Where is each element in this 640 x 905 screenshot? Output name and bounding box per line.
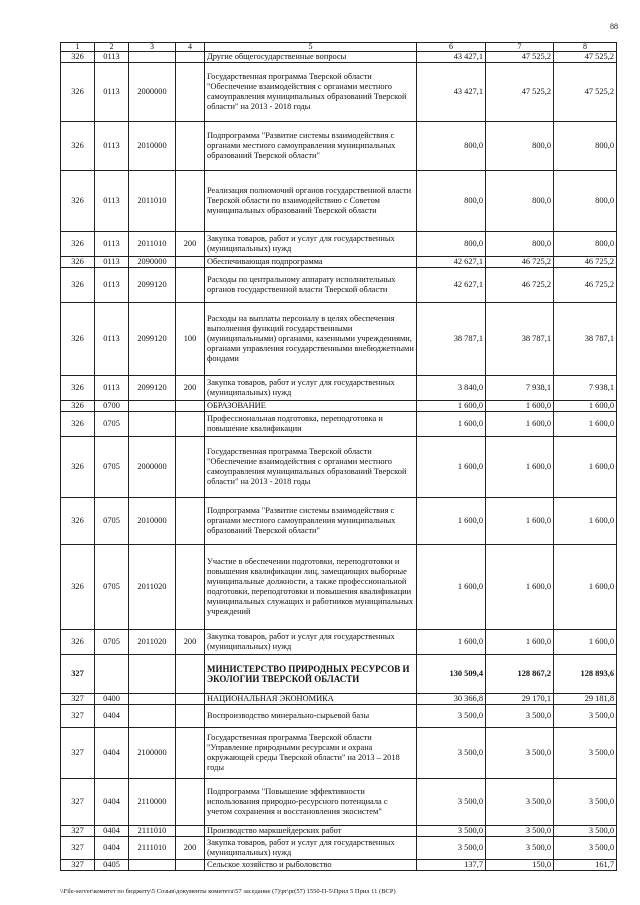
amount-col7-cell: 47 525,2 [486,63,554,122]
table-row [61,412,617,437]
section-code-cell: 0705 [95,630,129,655]
item-name-cell: Расходы на выплаты персоналу в целях обеспечения выполнения функций государственными (муниципальными) органами, казенными учреждениями, органами управления государственными внебюджетными фондами [205,303,417,376]
expense-type-cell [176,437,205,498]
expense-type-cell [176,268,205,303]
amount-col7-cell: 1 600,0 [486,401,554,412]
ministry-code-cell: 326 [61,498,95,545]
item-name-cell: МИНИСТЕРСТВО ПРИРОДНЫХ РЕСУРСОВ И ЭКОЛОГИИ ТВЕРСКОЙ ОБЛАСТИ [205,655,417,694]
amount-col8-cell: 800,0 [554,171,617,232]
table-row [61,52,617,63]
amount-col6-cell: 43 427,1 [417,63,486,122]
target-article-cell: 2011010 [129,171,176,232]
amount-col8-cell: 1 600,0 [554,630,617,655]
table-row [61,122,617,171]
ministry-code-cell: 326 [61,122,95,171]
amount-col7-cell: 3 500,0 [486,837,554,860]
item-name-cell: Подпрограмма "Развитие системы взаимодействия с органами местного самоуправления муниципальных образований Тверской области" [205,122,417,171]
amount-col8-cell: 46 725,2 [554,257,617,268]
section-code-cell [95,655,129,694]
section-code-cell: 0705 [95,412,129,437]
table-row [61,257,617,268]
section-code-cell: 0113 [95,376,129,401]
amount-col7-cell: 29 170,1 [486,694,554,705]
item-name-cell: Другие общегосударственные вопросы [205,52,417,63]
amount-col6-cell: 3 840,0 [417,376,486,401]
ministry-code-cell: 326 [61,268,95,303]
expense-type-cell: 200 [176,630,205,655]
amount-col6-cell: 800,0 [417,232,486,257]
table-row [61,303,617,376]
amount-col7-cell: 1 600,0 [486,545,554,630]
ministry-code-cell: 326 [61,303,95,376]
expense-type-cell: 200 [176,376,205,401]
table-row [61,694,617,705]
item-name-cell: Производство маркшейдерских работ [205,826,417,837]
ministry-code-cell: 327 [61,826,95,837]
table-row [61,728,617,779]
ministry-code-cell: 326 [61,171,95,232]
amount-col6-cell: 1 600,0 [417,498,486,545]
table-row [61,860,617,871]
amount-col8-cell: 3 500,0 [554,837,617,860]
expense-type-cell [176,52,205,63]
table-row [61,545,617,630]
section-code-cell: 0405 [95,860,129,871]
item-name-cell: Государственная программа Тверской области "Управление природными ресурсами и охрана окружающей среды Тверской области" на 2013 – 2018 годы [205,728,417,779]
table-row [61,655,617,694]
item-name-cell: Закупка товаров, работ и услуг для государственных (муниципальных) нужд [205,376,417,401]
expense-type-cell [176,694,205,705]
target-article-cell: 2111010 [129,837,176,860]
ministry-code-cell: 326 [61,545,95,630]
amount-col8-cell: 1 600,0 [554,545,617,630]
item-name-cell: ОБРАЗОВАНИЕ [205,401,417,412]
section-code-cell: 0705 [95,498,129,545]
item-name-cell: Закупка товаров, работ и услуг для государственных (муниципальных) нужд [205,232,417,257]
amount-col7-cell: 38 787,1 [486,303,554,376]
target-article-cell: 2011010 [129,232,176,257]
ministry-code-cell: 326 [61,257,95,268]
amount-col8-cell: 1 600,0 [554,412,617,437]
amount-col6-cell: 1 600,0 [417,630,486,655]
header-row [61,43,617,52]
amount-col8-cell: 1 600,0 [554,401,617,412]
expense-type-cell [176,122,205,171]
target-article-cell: 2010000 [129,498,176,545]
table-row [61,268,617,303]
section-code-cell: 0113 [95,268,129,303]
amount-col7-cell: 800,0 [486,122,554,171]
header-cell: 2 [95,43,129,52]
table-row [61,779,617,826]
item-name-cell: Закупка товаров, работ и услуг для государственных (муниципальных) нужд [205,837,417,860]
ministry-code-cell: 326 [61,63,95,122]
ministry-code-cell: 327 [61,837,95,860]
header-cell: 1 [61,43,95,52]
table-row [61,837,617,860]
ministry-code-cell: 326 [61,630,95,655]
amount-col7-cell: 3 500,0 [486,779,554,826]
amount-col8-cell: 38 787,1 [554,303,617,376]
amount-col8-cell: 3 500,0 [554,826,617,837]
expense-type-cell [176,860,205,871]
amount-col6-cell: 1 600,0 [417,545,486,630]
amount-col8-cell: 7 938,1 [554,376,617,401]
amount-col6-cell: 42 627,1 [417,257,486,268]
amount-col6-cell: 1 600,0 [417,437,486,498]
amount-col6-cell: 137,7 [417,860,486,871]
table-row [61,232,617,257]
target-article-cell: 2000000 [129,63,176,122]
amount-col6-cell: 130 509,4 [417,655,486,694]
ministry-code-cell: 326 [61,437,95,498]
table-row [61,63,617,122]
item-name-cell: Подпрограмма "Развитие системы взаимодействия с органами местного самоуправления муниципальных образований Тверской области" [205,498,417,545]
item-name-cell: Реализация полномочий органов государственной власти Тверской области по взаимодействию с Советом муниципальных образований Тверской области [205,171,417,232]
target-article-cell: 2000000 [129,437,176,498]
amount-col6-cell: 3 500,0 [417,826,486,837]
expense-type-cell [176,826,205,837]
amount-col8-cell: 47 525,2 [554,52,617,63]
amount-col6-cell: 38 787,1 [417,303,486,376]
target-article-cell: 2099120 [129,376,176,401]
table-row [61,401,617,412]
ministry-code-cell: 327 [61,779,95,826]
amount-col7-cell: 3 500,0 [486,826,554,837]
header-cell: 7 [486,43,554,52]
section-code-cell: 0404 [95,837,129,860]
ministry-code-cell: 327 [61,694,95,705]
amount-col8-cell: 1 600,0 [554,498,617,545]
amount-col6-cell: 1 600,0 [417,412,486,437]
target-article-cell: 2011020 [129,545,176,630]
item-name-cell: Воспроизводство минерально-сырьевой базы [205,705,417,728]
section-code-cell: 0404 [95,826,129,837]
item-name-cell: Профессиональная подготовка, переподготовка и повышение квалификации [205,412,417,437]
header-cell: 3 [129,43,176,52]
amount-col6-cell: 3 500,0 [417,837,486,860]
amount-col6-cell: 3 500,0 [417,779,486,826]
footer-file-path: \\File-server\комитет по бюджету\5 Созыв\документы комитета\57 заседание (7)\pr\pr(57) 1550-П-5\Прил 5 Прил 11 (ВСР) [60,888,396,895]
header-cell: 5 [205,43,417,52]
amount-col7-cell: 1 600,0 [486,437,554,498]
amount-col7-cell: 1 600,0 [486,630,554,655]
target-article-cell: 2100000 [129,728,176,779]
amount-col7-cell: 800,0 [486,171,554,232]
item-name-cell: НАЦИОНАЛЬНАЯ ЭКОНОМИКА [205,694,417,705]
amount-col8-cell: 1 600,0 [554,437,617,498]
section-code-cell: 0700 [95,401,129,412]
ministry-code-cell: 326 [61,52,95,63]
expense-type-cell [176,728,205,779]
amount-col8-cell: 161,7 [554,860,617,871]
target-article-cell [129,860,176,871]
section-code-cell: 0113 [95,171,129,232]
expense-type-cell: 200 [176,837,205,860]
budget-table [60,42,617,871]
section-code-cell: 0404 [95,779,129,826]
expense-type-cell [176,171,205,232]
header-cell: 8 [554,43,617,52]
target-article-cell [129,694,176,705]
item-name-cell: Закупка товаров, работ и услуг для государственных (муниципальных) нужд [205,630,417,655]
amount-col7-cell: 800,0 [486,232,554,257]
amount-col8-cell: 3 500,0 [554,728,617,779]
target-article-cell [129,412,176,437]
amount-col7-cell: 47 525,2 [486,52,554,63]
table-row [61,498,617,545]
amount-col6-cell: 30 366,8 [417,694,486,705]
target-article-cell [129,401,176,412]
ministry-code-cell: 326 [61,232,95,257]
target-article-cell: 2090000 [129,257,176,268]
amount-col8-cell: 3 500,0 [554,705,617,728]
section-code-cell: 0113 [95,232,129,257]
amount-col6-cell: 3 500,0 [417,705,486,728]
section-code-cell: 0404 [95,705,129,728]
target-article-cell [129,655,176,694]
expense-type-cell: 100 [176,303,205,376]
amount-col8-cell: 29 181,8 [554,694,617,705]
table-row [61,630,617,655]
ministry-code-cell: 326 [61,376,95,401]
section-code-cell: 0113 [95,303,129,376]
section-code-cell: 0113 [95,63,129,122]
item-name-cell: Государственная программа Тверской области "Обеспечение взаимодействия с органами местного самоуправления муниципальных образований Тверской области" на 2013 - 2018 годы [205,63,417,122]
ministry-code-cell: 327 [61,705,95,728]
amount-col8-cell: 3 500,0 [554,779,617,826]
section-code-cell: 0705 [95,545,129,630]
section-code-cell: 0113 [95,52,129,63]
ministry-code-cell: 327 [61,860,95,871]
amount-col7-cell: 3 500,0 [486,728,554,779]
item-name-cell: Сельское хозяйство и рыболовство [205,860,417,871]
target-article-cell [129,52,176,63]
target-article-cell [129,705,176,728]
section-code-cell: 0404 [95,728,129,779]
section-code-cell: 0113 [95,122,129,171]
ministry-code-cell: 327 [61,655,95,694]
expense-type-cell [176,779,205,826]
amount-col7-cell: 46 725,2 [486,268,554,303]
section-code-cell: 0705 [95,437,129,498]
amount-col7-cell: 46 725,2 [486,257,554,268]
item-name-cell: Государственная программа Тверской области "Обеспечение взаимодействия с органами местного самоуправления муниципальных образований Тверской области" на 2013 - 2018 годы [205,437,417,498]
target-article-cell: 2010000 [129,122,176,171]
expense-type-cell [176,257,205,268]
expense-type-cell [176,705,205,728]
amount-col8-cell: 46 725,2 [554,268,617,303]
amount-col6-cell: 800,0 [417,122,486,171]
amount-col6-cell: 3 500,0 [417,728,486,779]
target-article-cell: 2099120 [129,268,176,303]
amount-col7-cell: 3 500,0 [486,705,554,728]
header-cell: 6 [417,43,486,52]
table-row [61,376,617,401]
amount-col8-cell: 800,0 [554,232,617,257]
item-name-cell: Подпрограмма "Повышение эффективности использования природно-ресурсного потенциала с учетом сохранения и восстановления экосистем" [205,779,417,826]
amount-col7-cell: 1 600,0 [486,498,554,545]
expense-type-cell [176,545,205,630]
item-name-cell: Участие в обеспечении подготовки, переподготовки и повышения квалификации лиц, замещающих выборные муниципальные должности, а также профессиональной подготовки, переподготовки и повышения квалификации муниципальных служащих и работников муниципальных учреждений [205,545,417,630]
amount-col8-cell: 128 893,6 [554,655,617,694]
ministry-code-cell: 327 [61,728,95,779]
item-name-cell: Расходы по центральному аппарату исполнительных органов государственной власти Тверской области [205,268,417,303]
target-article-cell: 2099120 [129,303,176,376]
ministry-code-cell: 326 [61,401,95,412]
expense-type-cell [176,655,205,694]
amount-col7-cell: 7 938,1 [486,376,554,401]
table-body [61,52,617,871]
section-code-cell: 0113 [95,257,129,268]
expense-type-cell [176,412,205,437]
amount-col6-cell: 43 427,1 [417,52,486,63]
amount-col8-cell: 47 525,2 [554,63,617,122]
table-row [61,171,617,232]
header-cell: 4 [176,43,205,52]
expense-type-cell: 200 [176,232,205,257]
amount-col6-cell: 800,0 [417,171,486,232]
page-number: 88 [610,22,618,31]
table-row [61,826,617,837]
expense-type-cell [176,498,205,545]
amount-col8-cell: 800,0 [554,122,617,171]
amount-col7-cell: 150,0 [486,860,554,871]
table-row [61,437,617,498]
item-name-cell: Обеспечивающая подпрограмма [205,257,417,268]
expense-type-cell [176,401,205,412]
expense-type-cell [176,63,205,122]
amount-col6-cell: 42 627,1 [417,268,486,303]
amount-col7-cell: 1 600,0 [486,412,554,437]
target-article-cell: 2111010 [129,826,176,837]
amount-col6-cell: 1 600,0 [417,401,486,412]
target-article-cell: 2110000 [129,779,176,826]
amount-col7-cell: 128 867,2 [486,655,554,694]
section-code-cell: 0400 [95,694,129,705]
ministry-code-cell: 326 [61,412,95,437]
table-row [61,705,617,728]
target-article-cell: 2011020 [129,630,176,655]
